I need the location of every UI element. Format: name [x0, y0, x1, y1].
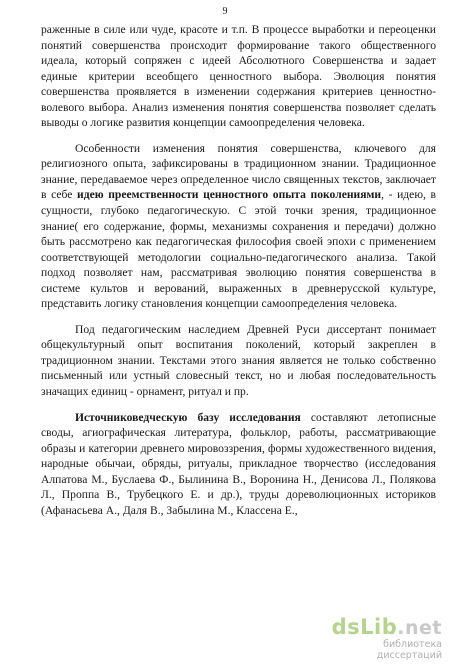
paragraph-1 — [41, 22, 436, 131]
watermark-caption: библиотека диссертаций — [376, 639, 442, 661]
paragraph-4-run-2: составляют летописные своды, агиографическая литература, фольклор, работы, рассматривающие образы и категории древнего мировоззрения, формы художественного видения, народные обычаи, обряды, ритуалы, прикладное творчество (исследования Алпатова М., Буслаева Ф., Былинина В., Воронина Н., Денисова Л., Полякова Л., Проппа В., Трубецкого Е. и др.), труды дореволюционных историков (Афанасьева А., Даля В., Забылина М., Классена Е., — [41, 410, 436, 517]
paragraph-2-run-1: Особенности изменения понятия совершенства, ключевого для религиозного опыта, зафиксированы в традиционном знании. Традиционное знание, передаваемое через определенное число священных текстов, заключает в себе — [41, 141, 436, 202]
watermark-tld: .net — [397, 617, 442, 639]
page-number: 9 — [222, 6, 228, 17]
document-body — [41, 22, 436, 518]
watermark-logo — [322, 616, 442, 639]
paragraph-3-run-1: Под педагогическим наследием Древней Руси диссертант понимает общекультурный опыт воспитания поколений, который закреплен в традиционном знании. Текстами этого знания является не только собственно письменный или устный словесный текст, но и любая последовательность значащих единиц - орнамент, ритуал и пр. — [41, 322, 436, 399]
paragraph-1-run-1: раженные в силе или чуде, красоте и т.п. В процессе выработки и переоценки понятий совершенства происходит формирование такого общественного идеала, который сопряжен с идеей Абсолютного Совершенства и задает единые критерии всеобщего ценностного выбора. Эволюция понятия совершенства проявляется в изменении содержания критериев ценностно-волевого выбора. Анализ изменения понятия совершенства позволяет сделать выводы о логике развития концепции самоопределения человека. — [41, 23, 436, 130]
paragraph-4 — [41, 410, 436, 519]
paragraph-2-bold-phrase: идею преемственности ценностного опыта поколениями — [77, 188, 382, 202]
paragraph-3 — [41, 322, 436, 400]
watermark — [322, 616, 442, 661]
paragraph-4-bold-phrase: Источниковедческую базу исследования — [75, 410, 301, 424]
watermark-brand: dsLib — [331, 615, 398, 639]
paragraph-2 — [41, 141, 436, 312]
paragraph-2-run-3: , - идею, в сущности, глубоко педагогическую. С этой точки зрения, традиционное знание( его содержание, формы, механизмы сохранения и передачи) должно быть рассмотрено как педагогическая философия своей эпохи с применением соответствующей методологии социально-педагогического анализа. Такой подход позволяет нам, рассматривая эволюцию понятия совершенства в системе культов и верований, выраженных в древнерусской культуре, представить логику становления концепции самоопределения человека. — [41, 188, 436, 311]
